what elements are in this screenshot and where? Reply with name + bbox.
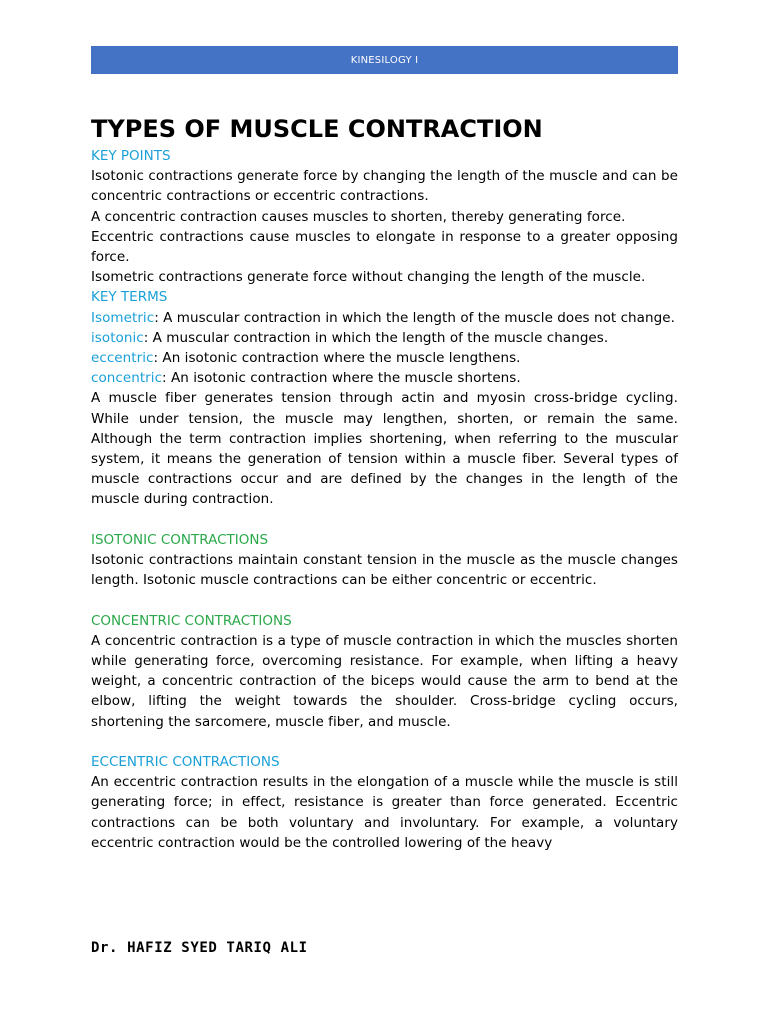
intro-paragraph: A muscle fiber generates tension through actin and myosin cross-bridge cycling. While under tension, the muscle may lengthen, shorten, or remain the same. Although the term contraction implies shortening, when referring to the muscular system, it means the generation of tension within a muscle fiber. Several types of muscle contractions occur and are defined by the changes in the length of the muscle during contraction. — [91, 390, 678, 508]
isotonic-paragraph: Isotonic contractions maintain constant tension in the muscle as the muscle changes length. Isotonic muscle contractions can be either concentric or eccentric. — [91, 552, 678, 589]
key-terms-heading: KEY TERMS — [91, 289, 168, 306]
eccentric-heading: ECCENTRIC CONTRACTIONS — [91, 754, 280, 771]
key-points-heading: KEY POINTS — [91, 148, 171, 164]
page-header-bar — [91, 46, 678, 74]
key-point: Isotonic contractions generate force by changing the length of the muscle and can be concentric contractions or eccentric contractions. — [91, 168, 678, 205]
concentric-heading: CONCENTRIC CONTRACTIONS — [91, 612, 292, 629]
key-term-item — [91, 348, 678, 368]
key-point: Eccentric contractions cause muscles to elongate in response to a greater opposing force. — [91, 228, 678, 266]
document-body — [91, 112, 678, 853]
author-footer: Dr. HAFIZ SYED TARIQ ALI — [91, 940, 308, 956]
key-term-definition: : A muscular contraction in which the length of the muscle does not change. — [154, 309, 675, 326]
key-term-definition: : An isotonic contraction where the muscle shortens. — [162, 370, 521, 387]
key-point: A concentric contraction causes muscles to shorten, thereby generating force. — [91, 208, 626, 225]
key-term-item — [91, 328, 678, 348]
key-term: eccentric — [91, 350, 154, 367]
isotonic-heading: ISOTONIC CONTRACTIONS — [91, 531, 269, 548]
header-label: KINESILOGY I — [350, 54, 419, 66]
key-term: isotonic — [91, 329, 144, 346]
key-term-item — [91, 308, 678, 328]
key-term-definition: : An isotonic contraction where the muscle lengthens. — [153, 350, 521, 367]
key-term-item — [91, 368, 678, 388]
eccentric-paragraph: An eccentric contraction results in the elongation of a muscle while the muscle is still generating force; in effect, resistance is greater than force generated. Eccentric contractions can be both voluntary and involuntary. For example, a voluntary eccentric contraction would be the controlled lowering of the heavy — [91, 774, 678, 851]
page-title: TYPES OF MUSCLE CONTRACTION — [91, 115, 543, 143]
key-term: Isometric — [91, 309, 155, 326]
key-term-definition: : A muscular contraction in which the length of the muscle changes. — [143, 329, 609, 346]
concentric-paragraph: A concentric contraction is a type of muscle contraction in which the muscles shorten while generating force, overcoming resistance. For example, when lifting a heavy weight, a concentric contraction of the biceps would cause the arm to bend at the elbow, lifting the weight towards the shoulder. Cross-bridge cycling occurs, shortening the sarcomere, muscle fiber, and muscle. — [91, 632, 678, 730]
key-point: Isometric contractions generate force without changing the length of the muscle. — [91, 269, 646, 286]
key-term: concentric — [91, 370, 163, 387]
